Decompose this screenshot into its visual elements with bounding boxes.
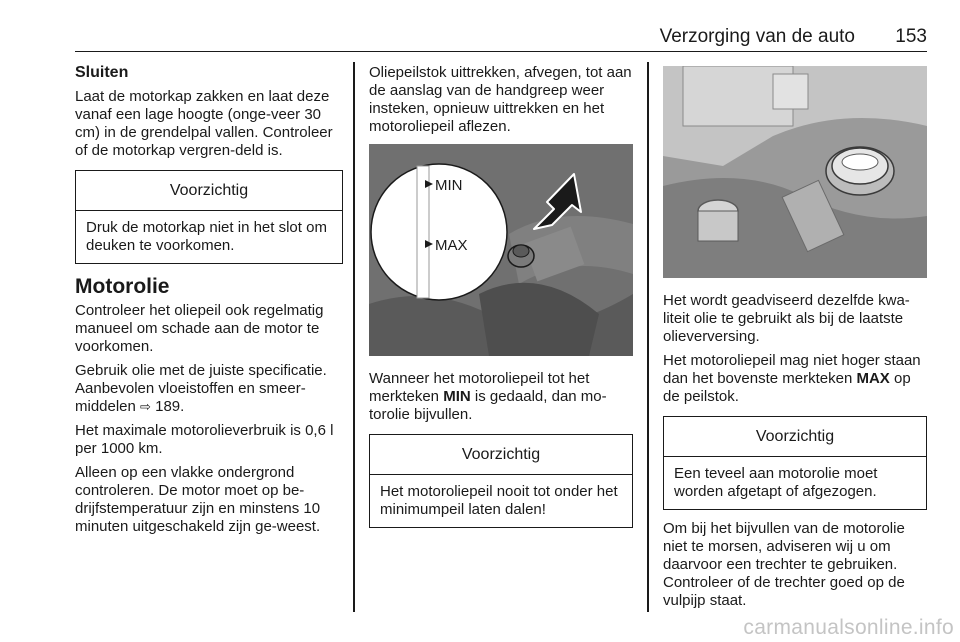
para-max-level bbox=[663, 352, 927, 406]
page-header bbox=[75, 22, 927, 52]
warning-body-1: Druk de motorkap niet in het slot om deuken te voorkomen. bbox=[86, 219, 327, 254]
dipstick-max-label: MAX bbox=[435, 237, 468, 254]
warning-box-3 bbox=[663, 416, 927, 510]
section-title: Verzorging van de auto bbox=[659, 26, 855, 47]
para-oil-check: Controleer het oliepeil ook regelmatig manueel om schade aan de motor te voorkomen. bbox=[75, 302, 324, 355]
column-divider-2 bbox=[647, 62, 649, 612]
para-close: Laat de motorkap zakken en laat deze vanaf een lage hoogte (onge-veer 30 cm) in de grendelpal vallen. Controleer of de motorkap vergren-deld is. bbox=[75, 88, 333, 159]
warning-body-2: Het motoroliepeil nooit tot onder het minimumpeil laten dalen! bbox=[380, 483, 618, 518]
dipstick-illustration bbox=[369, 144, 633, 356]
warning-body-3: Een teveel aan motorolie moet worden afgetapt of afgezogen. bbox=[674, 465, 878, 500]
column-1 bbox=[75, 64, 343, 542]
warning-title-1: Voorzichtig bbox=[76, 171, 342, 211]
column-divider-1 bbox=[353, 62, 355, 612]
page-reference[interactable]: 189. bbox=[155, 398, 185, 415]
min-mark-label: MIN bbox=[443, 388, 471, 405]
dipstick-min-label: MIN bbox=[435, 177, 463, 194]
heading-engine-oil: Motorolie bbox=[75, 275, 170, 298]
warning-box-1 bbox=[75, 170, 343, 264]
para-dipstick: Oliepeilstok uittrekken, afvegen, tot aan de aanslag van de handgreep weer insteken, opnieuw uittrekken en het motoroliepeil aflezen. bbox=[369, 64, 632, 135]
para-min-level bbox=[369, 370, 633, 424]
warning-title-3: Voorzichtig bbox=[664, 417, 926, 457]
para-oil-spec-text: Gebruik olie met de juiste specificatie. Aanbevolen vloeistoffen en smeer-middelen bbox=[75, 362, 327, 415]
engine-bay-illustration bbox=[663, 66, 927, 278]
heading-close: Sluiten bbox=[75, 64, 129, 81]
para-min-text-2: is gedaald, dan mo-torolie bijvullen. bbox=[369, 388, 607, 423]
para-oil-spec bbox=[75, 362, 343, 416]
page-number: 153 bbox=[895, 26, 927, 47]
column-3 bbox=[663, 64, 927, 616]
warning-box-2 bbox=[369, 434, 633, 528]
para-recommend: Het wordt geadviseerd dezelfde kwa-liteit olie te gebruikt als bij de laatste olieverversing. bbox=[663, 292, 910, 345]
para-max-text-1: Het motoroliepeil mag niet hoger staan dan het bovenste merkteken bbox=[663, 352, 921, 387]
para-oil-conditions: Alleen op een vlakke ondergrond controleren. De motor moet op be-drijfstemperatuur zijn en minstens 10 minuten uitgeschakeld zijn ge-weest. bbox=[75, 464, 321, 535]
warning-title-2: Voorzichtig bbox=[370, 435, 632, 475]
page-reference-icon: ⇨ bbox=[140, 399, 151, 414]
column-2 bbox=[369, 64, 633, 538]
para-max-text-2: op de peilstok. bbox=[663, 370, 911, 405]
para-min-text-1: Wanneer het motoroliepeil tot het merkteken bbox=[369, 370, 590, 405]
para-funnel: Om bij het bijvullen van de motorolie niet te morsen, adviseren wij u om daarvoor een trechter te gebruiken. Controleer of de trechter goed op de vulpijp staat. bbox=[663, 520, 905, 609]
para-oil-consumption: Het maximale motorolieverbruik is 0,6 l per 1000 km. bbox=[75, 422, 334, 457]
watermark: carmanualsonline.info bbox=[743, 616, 954, 639]
max-mark-label: MAX bbox=[856, 370, 890, 387]
